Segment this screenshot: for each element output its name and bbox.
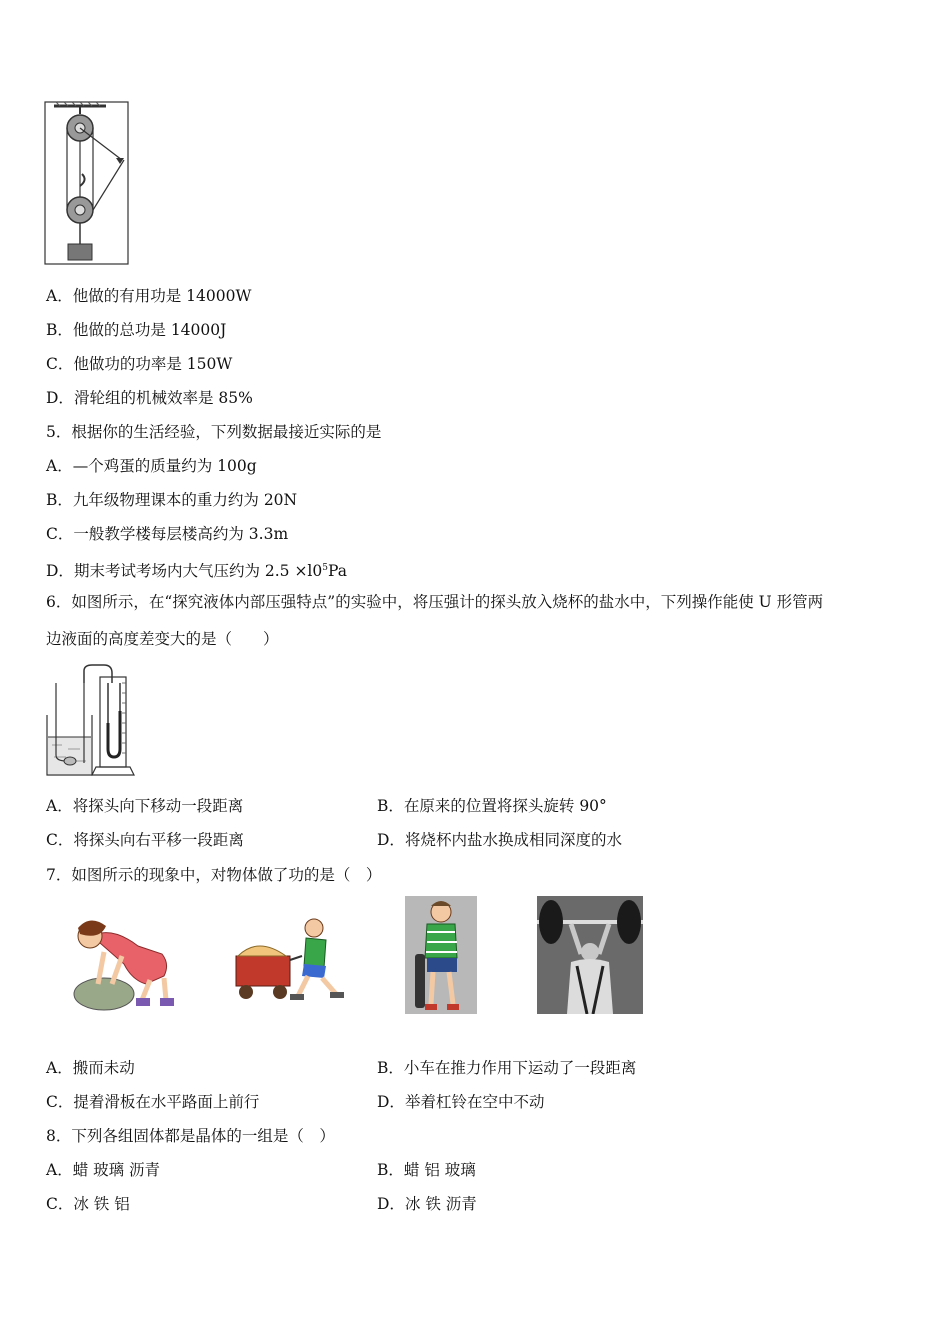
- pulley-system-figure: [44, 98, 132, 266]
- q8-option-b[interactable]: B．蜡 铝 玻璃: [377, 1161, 476, 1179]
- q4-option-a[interactable]: A．他做的有用功是 14000W: [46, 287, 252, 305]
- q8-option-a[interactable]: A．蜡 玻璃 沥青: [46, 1161, 161, 1179]
- q7-option-a[interactable]: A．搬而未动: [46, 1059, 135, 1077]
- q5-option-c[interactable]: C．一般教学楼每层楼高约为 3.3m: [46, 525, 289, 543]
- q4-option-c[interactable]: C．他做功的功率是 150W: [46, 355, 233, 373]
- q7-stem: 7．如图所示的现象中，对物体做了功的是（ ）: [46, 866, 382, 884]
- q6-stem-line1: 6．如图所示，在“探究液体内部压强特点”的实验中，将压强计的探头放入烧杯的盐水中，下列操作能使 U 形管两: [46, 593, 824, 611]
- q6-stem-line2: 边液面的高度差变大的是（ ）: [46, 630, 279, 648]
- q6-option-a[interactable]: A．将探头向下移动一段距离: [46, 797, 244, 815]
- q8-option-d[interactable]: D．冰 铁 沥青: [377, 1195, 477, 1213]
- q6-option-b[interactable]: B．在原来的位置将探头旋转 90°: [377, 797, 607, 815]
- q5-option-d[interactable]: D．期末考试考场内大气压约为 $2.5 \times l0^5Pa$: [46, 562, 347, 580]
- q5-stem: 5．根据你的生活经验，下列数据最接近实际的是: [46, 423, 382, 441]
- boy-pushing-cart-picture: [230, 908, 348, 1008]
- q6-option-d[interactable]: D．将烧杯内盐水换成相同深度的水: [377, 831, 622, 849]
- girl-lifting-rock-picture: [64, 906, 192, 1014]
- q8-stem: 8．下列各组固体都是晶体的一组是（ ）: [46, 1127, 335, 1145]
- weightlifter-picture: [537, 896, 643, 1014]
- q7-option-c[interactable]: C．提着滑板在水平路面上前行: [46, 1093, 260, 1111]
- boy-carrying-skateboard-picture: [405, 896, 477, 1014]
- q5-option-b[interactable]: B．九年级物理课本的重力约为 20N: [46, 491, 298, 509]
- q7-option-b[interactable]: B．小车在推力作用下运动了一段距离: [377, 1059, 637, 1077]
- q6-option-c[interactable]: C．将探头向右平移一段距离: [46, 831, 244, 849]
- q5-option-a[interactable]: A．—个鸡蛋的质量约为 100g: [46, 457, 257, 475]
- pressure-gauge-figure: [44, 663, 136, 779]
- q4-option-d[interactable]: D．滑轮组的机械效率是 85%: [46, 389, 253, 407]
- q4-option-b[interactable]: B．他做的总功是 14000J: [46, 321, 227, 339]
- q8-option-c[interactable]: C．冰 铁 铝: [46, 1195, 130, 1213]
- q7-option-d[interactable]: D．举着杠铃在空中不动: [377, 1093, 545, 1111]
